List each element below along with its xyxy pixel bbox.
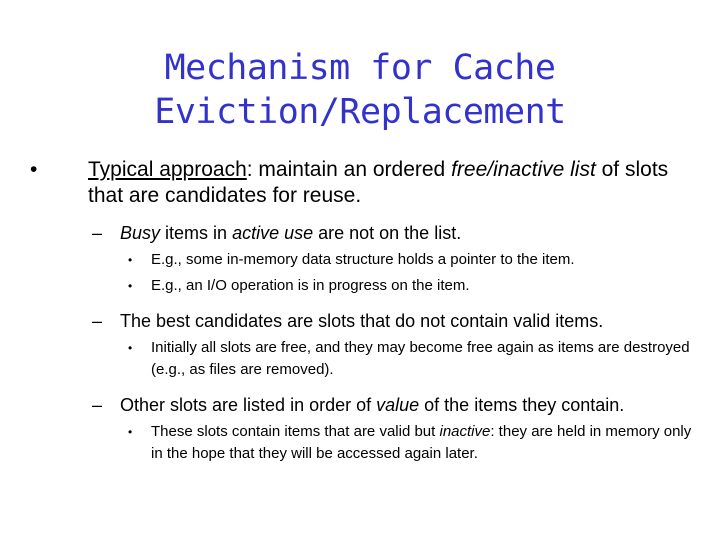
- busy-term: Busy: [120, 223, 161, 243]
- free-inactive-list-term: free/inactive list: [451, 158, 596, 181]
- slide-body: [30, 157, 700, 465]
- small-bullet-marker: •: [128, 279, 133, 293]
- detail-item: [30, 337, 700, 381]
- bullet-text: : maintain an ordered: [246, 158, 452, 181]
- subbullet-text: of the items they contain.: [419, 395, 625, 415]
- small-bullet-marker: •: [128, 341, 133, 355]
- subbullet-other-slots: [30, 393, 700, 417]
- bullet-text: of slots that are candidates for reuse.: [88, 158, 669, 207]
- small-bullet-marker: •: [128, 425, 133, 439]
- detail-text: These slots contain items that are valid but: [151, 423, 440, 440]
- detail-item: [30, 249, 700, 271]
- active-use-term: active use: [232, 223, 314, 243]
- slide-title: [0, 46, 720, 134]
- subbullet-best-candidates: [30, 309, 700, 333]
- value-term: value: [376, 395, 420, 415]
- title-line-2: Eviction/Replacement: [154, 92, 566, 132]
- typical-approach-term: Typical approach: [88, 158, 247, 181]
- detail-item: [30, 275, 700, 297]
- subbullet-text: are not on the list.: [313, 223, 462, 243]
- detail-text: E.g., some in-memory data structure holds a pointer to the item.: [151, 251, 575, 268]
- small-bullet-marker: •: [128, 253, 133, 267]
- detail-item: [30, 421, 700, 465]
- detail-text: : they are held in memory only in the hope that they will be accessed again later.: [151, 423, 692, 462]
- subbullet-text: Other slots are listed in order of: [120, 395, 377, 415]
- dash-marker: –: [92, 311, 103, 331]
- subbullet-text: The best candidates are slots that do not contain valid items.: [120, 311, 604, 331]
- subbullet-busy-items: [30, 221, 700, 245]
- dash-marker: –: [92, 223, 103, 243]
- detail-text: Initially all slots are free, and they may become free again as items are destroyed (e.g., as files are removed).: [151, 339, 690, 378]
- bullet-marker: •: [30, 158, 38, 181]
- subbullet-text: items in: [160, 223, 233, 243]
- title-line-1: Mechanism for Cache: [164, 48, 556, 88]
- dash-marker: –: [92, 395, 103, 415]
- inactive-term: inactive: [439, 423, 491, 440]
- bullet-typical-approach: [30, 157, 700, 209]
- detail-text: E.g., an I/O operation is in progress on the item.: [151, 277, 470, 294]
